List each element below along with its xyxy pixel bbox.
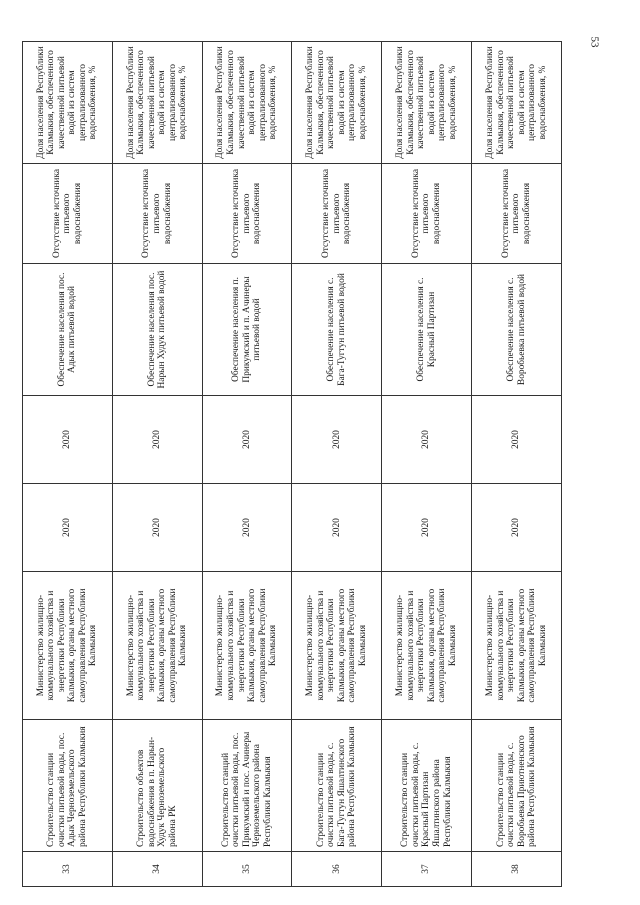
responsible-executor: Министерство жилищно-коммунального хозяйства и энергетики Республики Калмыкия, органы местного самоуправления Республики Калмыкия — [202, 572, 292, 720]
object-name: Строительство объектов водоснабжения в п. Нарын-Худук Черноземельского района РК — [112, 720, 202, 852]
indicator-text: Доля населения Республики Калмыкия, обеспеченного качественной питьевой водой из систем централизованного водоснабжения, % — [202, 42, 292, 164]
indicator-text: Доля населения Республики Калмыкия, обеспеченного качественной питьевой водой из систем централизованного водоснабжения, % — [382, 42, 472, 164]
goal-text: Обеспечение населения с. Красный Партизан — [382, 264, 472, 396]
indicator-text: Доля населения Республики Калмыкия, обеспеченного качественной питьевой водой из систем централизованного водоснабжения, % — [112, 42, 202, 164]
program-objects-table — [22, 41, 562, 887]
problem-text: Отсутствие источника питьевого водоснабжения — [472, 164, 562, 264]
end-year: 2020 — [23, 396, 113, 484]
start-year: 2020 — [23, 484, 113, 572]
rotated-table-container — [22, 42, 562, 887]
object-name: Строительство станции очистки питьевой воды, с. Бага-Тугтун Яшалтинского района Республики Калмыкия — [292, 720, 382, 852]
row-number: 38 — [472, 852, 562, 887]
problem-text: Отсутствие источника питьевого водоснабжения — [382, 164, 472, 264]
object-name: Строительство станции очистки питьевой воды, с. Воробьевка Приютненского района Республики Калмыкия — [472, 720, 562, 852]
responsible-executor: Министерство жилищно-коммунального хозяйства и энергетики Республики Калмыкия, органы местного самоуправления Республики Калмыкия — [23, 572, 113, 720]
end-year: 2020 — [382, 396, 472, 484]
goal-text: Обеспечение населения пос. Нарын Худук питьевой водой — [112, 264, 202, 396]
row-number: 34 — [112, 852, 202, 887]
responsible-executor: Министерство жилищно-коммунального хозяйства и энергетики Республики Калмыкия, органы местного самоуправления Республики Калмыкия — [112, 572, 202, 720]
row-number: 35 — [202, 852, 292, 887]
responsible-executor: Министерство жилищно-коммунального хозяйства и энергетики Республики Калмыкия, органы местного самоуправления Республики Калмыкия — [292, 572, 382, 720]
table-row — [112, 42, 202, 887]
page-number: 53 — [588, 36, 601, 48]
row-number: 37 — [382, 852, 472, 887]
indicator-text: Доля населения Республики Калмыкия, обеспеченного качественной питьевой водой из систем централизованного водоснабжения, % — [472, 42, 562, 164]
table-row — [292, 42, 382, 887]
end-year: 2020 — [472, 396, 562, 484]
row-number: 36 — [292, 852, 382, 887]
goal-text: Обеспечение населения с. Воробьевка питьевой водой — [472, 264, 562, 396]
start-year: 2020 — [112, 484, 202, 572]
goal-text: Обеспечение населения пос. Адык питьевой водой — [23, 264, 113, 396]
start-year: 2020 — [292, 484, 382, 572]
responsible-executor: Министерство жилищно-коммунального хозяйства и энергетики Республики Калмыкия, органы местного самоуправления Республики Калмыкия — [382, 572, 472, 720]
object-name: Строительство станции очистки питьевой воды, с. Красный Партизан Яшалтинского района Республики Калмыкия — [382, 720, 472, 852]
end-year: 2020 — [112, 396, 202, 484]
row-number: 33 — [23, 852, 113, 887]
table-row — [202, 42, 292, 887]
object-name: Строительство станции очистки питьевой воды, пос. Адык Черноземельского района Республики Калмыкия — [23, 720, 113, 852]
start-year: 2020 — [202, 484, 292, 572]
problem-text: Отсутствие источника питьевого водоснабжения — [292, 164, 382, 264]
table-row — [23, 42, 113, 887]
goal-text: Обеспечение населения п. Прикумский и п. Ачинеры питьевой водой — [202, 264, 292, 396]
indicator-text: Доля населения Республики Калмыкия, обеспеченного качественной питьевой водой из систем централизованного водоснабжения, % — [23, 42, 113, 164]
indicator-text: Доля населения Республики Калмыкия, обеспеченного качественной питьевой водой из систем централизованного водоснабжения, % — [292, 42, 382, 164]
problem-text: Отсутствие источника питьевого водоснабжения — [112, 164, 202, 264]
table-row — [472, 42, 562, 887]
object-name: Строительство станций очистки питьевой воды, пос. Прикумский и пос. Ачинеры Черноземельского района Республики Калмыкия — [202, 720, 292, 852]
responsible-executor: Министерство жилищно-коммунального хозяйства и энергетики Республики Калмыкия, органы местного самоуправления Республики Калмыкия — [472, 572, 562, 720]
table-row — [382, 42, 472, 887]
problem-text: Отсутствие источника питьевого водоснабжения — [202, 164, 292, 264]
end-year: 2020 — [292, 396, 382, 484]
goal-text: Обеспечение населения с. Бага-Тугтун питьевой водой — [292, 264, 382, 396]
start-year: 2020 — [382, 484, 472, 572]
problem-text: Отсутствие источника питьевого водоснабжения — [23, 164, 113, 264]
start-year: 2020 — [472, 484, 562, 572]
end-year: 2020 — [202, 396, 292, 484]
